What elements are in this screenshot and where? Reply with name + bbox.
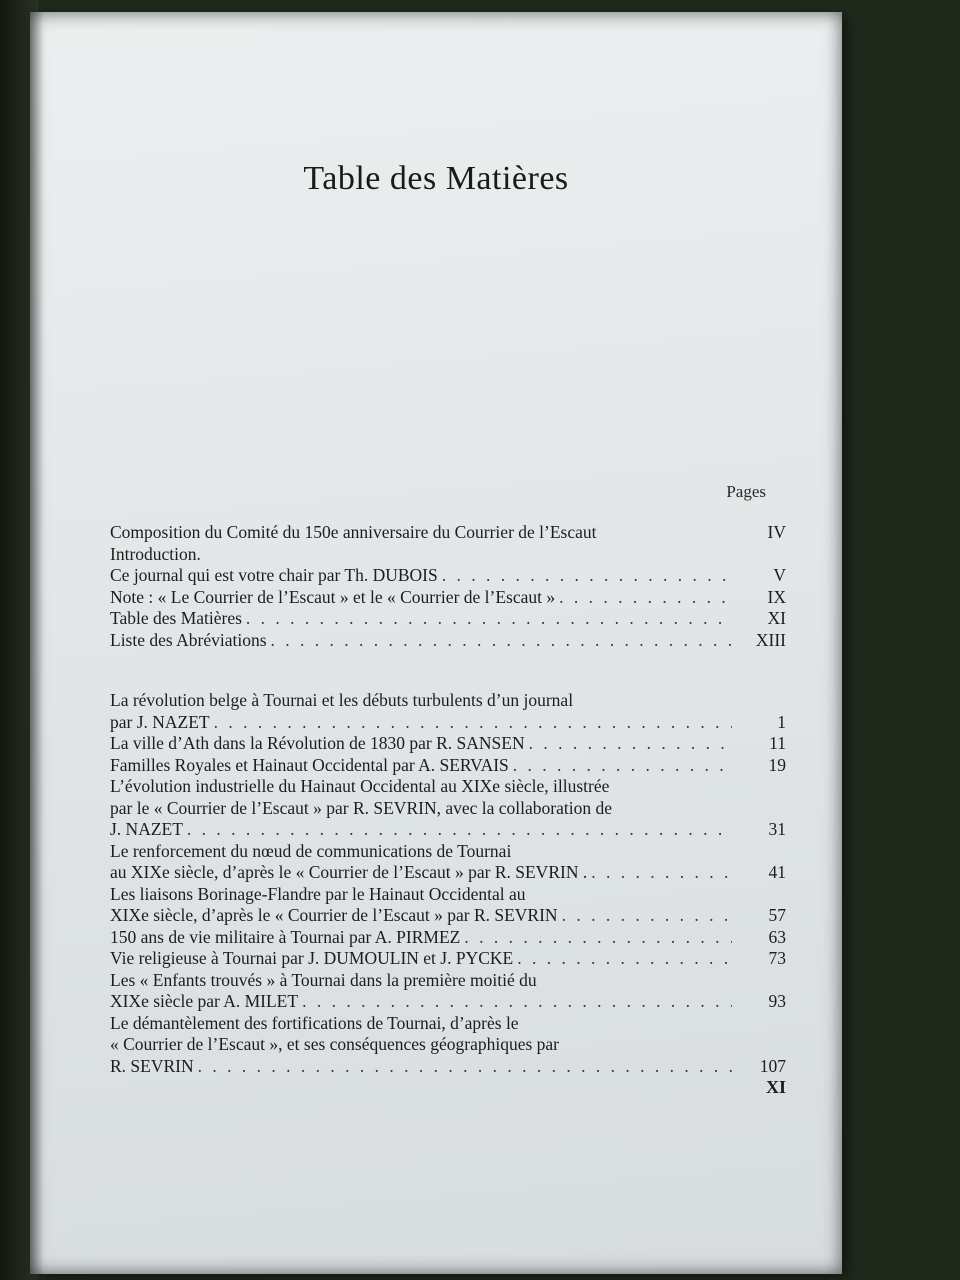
toc-entry — [110, 755, 786, 777]
toc-entry-page: IX — [767, 586, 786, 607]
toc-entry-text: Liste des Abréviations — [110, 629, 267, 650]
toc-entry-line — [110, 733, 736, 755]
toc-entry-text: Le démantèlement des fortifications de Tournai, d’après le — [110, 1012, 519, 1033]
toc-entry-page: XIII — [755, 629, 786, 650]
leader-dots — [562, 905, 732, 927]
toc-entry-text: Le renforcement du nœud de communications de Tournai — [110, 840, 512, 861]
toc-entry — [110, 776, 786, 841]
toc-entry-page: 107 — [759, 1055, 786, 1076]
toc-entry-page: 19 — [768, 754, 786, 775]
toc-entry-line — [110, 927, 736, 949]
toc-entry-text: Composition du Comité du 150e anniversaire du Courrier de l’Escaut — [110, 522, 597, 542]
toc-entry — [110, 544, 786, 566]
toc-entry-text: « Courrier de l’Escaut », et ses conséquences géographiques par — [110, 1034, 560, 1054]
toc-entry-page: 57 — [768, 905, 786, 925]
toc-entry-line — [110, 776, 736, 798]
toc-entry-line — [110, 991, 736, 1013]
toc-entry-page: 41 — [768, 862, 786, 882]
leader-dots — [464, 927, 732, 949]
leader-dots — [559, 587, 732, 609]
toc-entry-text: par J. NAZET — [110, 711, 210, 732]
leader-dots — [517, 948, 732, 970]
toc-entry-page: 73 — [768, 948, 786, 968]
toc-entry-line — [110, 862, 736, 884]
toc-entry-line — [110, 712, 736, 734]
toc-entry — [110, 587, 786, 609]
leader-dots — [591, 862, 732, 884]
leader-dots — [302, 991, 732, 1013]
toc-entry-line — [110, 565, 736, 587]
toc-entry-line — [110, 630, 736, 652]
toc-entry — [110, 970, 786, 1013]
toc-entry-page: 63 — [768, 926, 786, 947]
toc-entry-line — [110, 587, 736, 609]
toc-entry-page: V — [773, 565, 786, 585]
toc-entry-line — [110, 608, 736, 630]
toc-entry-text: par le « Courrier de l’Escaut » par R. SEVRIN, avec la collaboration de — [110, 797, 612, 818]
toc-entry-text: Familles Royales et Hainaut Occidental par A. SERVAIS — [110, 754, 509, 775]
toc-entry-line — [110, 841, 736, 863]
toc-articles — [110, 690, 786, 1077]
toc-entry-line — [110, 905, 736, 927]
toc-entry-line — [110, 1034, 736, 1056]
page-gutter-shadow — [30, 12, 44, 1274]
toc-entry-text: XIXe siècle par A. MILET — [110, 991, 299, 1011]
toc-entry — [110, 927, 786, 949]
toc-entry-text: Vie religieuse à Tournai par J. DUMOULIN et J. PYCKE — [110, 948, 514, 968]
toc-entry-line — [110, 690, 736, 712]
toc-entry-text: Note : « Le Courrier de l’Escaut » et le « Courrier de l’Escaut » — [110, 586, 556, 607]
leader-dots — [442, 565, 732, 587]
toc-entry-text: XIXe siècle, d’après le « Courrier de l’Escaut » par R. SEVRIN — [110, 905, 558, 925]
toc-entry-text: Ce journal qui est votre chair par Th. DUBOIS — [110, 565, 438, 585]
toc-entry-line — [110, 544, 736, 566]
toc-entry-text: La ville d’Ath dans la Révolution de 1830 par R. SANSEN — [110, 733, 525, 753]
toc-entry — [110, 733, 786, 755]
toc-entry-line — [110, 819, 736, 841]
toc-entry-page: 31 — [768, 819, 786, 839]
toc-entry — [110, 522, 786, 544]
toc-entry — [110, 565, 786, 587]
toc-entry-text: Les « Enfants trouvés » à Tournai dans la première moitié du — [110, 969, 537, 990]
toc-entry-text: J. NAZET — [110, 819, 183, 839]
page-number: XI — [765, 1077, 786, 1097]
leader-dots — [529, 733, 732, 755]
leader-dots — [198, 1056, 732, 1078]
toc-entry-line — [110, 1013, 736, 1035]
toc-entry-page: 1 — [777, 711, 786, 732]
toc-entry-text: L’évolution industrielle du Hainaut Occidental au XIXe siècle, illustrée — [110, 776, 610, 796]
toc-entry — [110, 841, 786, 884]
toc-entry — [110, 948, 786, 970]
leader-dots — [271, 630, 732, 652]
toc-front-matter — [110, 522, 786, 651]
book-page — [30, 12, 842, 1274]
toc-entry-line — [110, 798, 736, 820]
toc-entry — [110, 630, 786, 652]
leader-dots — [513, 755, 732, 777]
toc-entry-page: 11 — [769, 733, 786, 753]
toc-entry — [110, 608, 786, 630]
toc-entry-page: IV — [767, 522, 786, 542]
toc-entry-line — [110, 948, 736, 970]
toc-entry-text: Les liaisons Borinage-Flandre par le Hainaut Occidental au — [110, 883, 526, 904]
page-title: Table des Matières — [303, 160, 569, 197]
leader-dots — [187, 819, 732, 841]
toc-entry-text: La révolution belge à Tournai et les débuts turbulents d’un journal — [110, 690, 574, 710]
toc-entry-line — [110, 522, 736, 544]
toc-entry-line — [110, 1056, 736, 1078]
toc-entry — [110, 884, 786, 927]
toc-entry-line — [110, 755, 736, 777]
toc-entry — [110, 1013, 786, 1078]
toc-entry-text: Introduction. — [110, 543, 201, 564]
leader-dots — [214, 712, 732, 734]
toc-entry-text: 150 ans de vie militaire à Tournai par A. PIRMEZ — [110, 926, 461, 947]
toc-entry-line — [110, 970, 736, 992]
toc-entry-line — [110, 884, 736, 906]
toc-entry-page: XI — [767, 608, 786, 628]
leader-dots — [246, 608, 732, 630]
pages-column-header: Pages — [726, 482, 766, 501]
toc-entry — [110, 690, 786, 733]
toc-entry-text: Table des Matières — [110, 608, 242, 628]
toc-entry-page: 93 — [768, 991, 786, 1011]
toc-entry-text: au XIXe siècle, d’après le « Courrier de l’Escaut » par R. SEVRIN . — [110, 862, 588, 882]
toc-entry-text: R. SEVRIN — [110, 1055, 194, 1076]
